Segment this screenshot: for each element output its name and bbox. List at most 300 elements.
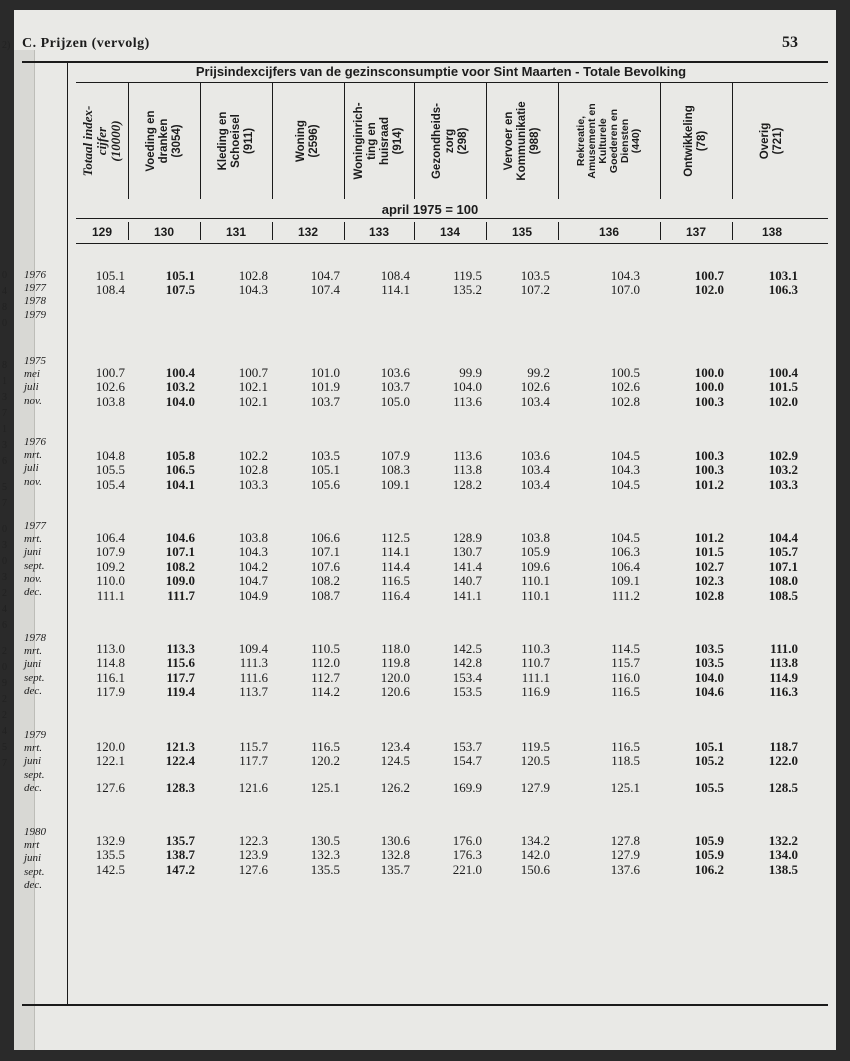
margin-fragment: 6 — [2, 620, 7, 631]
margin-fragment: 2 — [2, 588, 7, 599]
table-cell: 114.2 — [311, 684, 340, 700]
table-cell: 130.6 — [380, 833, 410, 848]
table-cell: 102.3 — [694, 573, 724, 589]
table-cell: 106.4 — [95, 530, 125, 545]
column-heading: Overig (721) — [759, 122, 784, 160]
table-cell: 119.8 — [381, 655, 410, 671]
margin-fragment: 5 — [2, 742, 7, 753]
table-cell: 100.3 — [694, 393, 724, 409]
row-label: nov. — [24, 475, 42, 488]
table-cell: 120.2 — [310, 753, 340, 769]
table-cell: 100.4 — [165, 365, 195, 380]
table-cell: 102.6 — [520, 379, 550, 395]
column-heading: Totaal index- cijfer (10000) — [80, 105, 123, 177]
table-cell: 122.3 — [238, 833, 268, 848]
margin-fragment: 7 — [2, 498, 7, 509]
table-cell: 104.2 — [238, 558, 268, 574]
page-number: 53 — [782, 34, 798, 51]
table-cell: 102.1 — [238, 379, 268, 395]
table-cell: 132.3 — [310, 847, 340, 863]
table-cell: 113.8 — [453, 462, 482, 478]
table-cell: 104.8 — [95, 448, 125, 463]
table-cell: 114.5 — [611, 641, 640, 656]
table-cell: 127.8 — [610, 833, 640, 848]
margin-fragment: 1 — [2, 424, 7, 435]
table-cell: 116.5 — [611, 739, 640, 754]
row-label: mei — [24, 368, 40, 381]
table-cell: 114.1 — [381, 282, 410, 298]
table-cell: 112.0 — [311, 655, 340, 671]
table-cell: 107.1 — [165, 544, 195, 560]
table-cell: 103.6 — [380, 365, 410, 380]
table-cell: 103.3 — [238, 476, 268, 492]
margin-fragment: 0 — [2, 270, 7, 281]
section-header: C. Prijzen (vervolg) — [22, 36, 150, 51]
row-label: dec. — [24, 586, 43, 598]
table-cell: 110.1 — [521, 573, 550, 589]
table-cell: 119.5 — [453, 268, 482, 283]
table-cell: 127.6 — [238, 861, 268, 877]
table-cell: 116.5 — [611, 684, 640, 700]
table-cell: 118.0 — [381, 641, 410, 656]
table-cell: 135.2 — [452, 282, 482, 298]
table-cell: 102.6 — [95, 379, 125, 395]
table-cell: 121.6 — [238, 779, 268, 795]
table-cell: 102.0 — [768, 393, 798, 409]
table-cell: 118.7 — [769, 739, 798, 754]
table-cell: 103.2 — [165, 379, 195, 395]
table-cell: 106.2 — [694, 861, 724, 877]
base-rule — [76, 218, 828, 219]
table-cell: 100.3 — [694, 462, 724, 478]
table-cell: 153.7 — [452, 739, 482, 754]
table-cell: 120.0 — [380, 669, 410, 685]
table-cell: 104.3 — [610, 462, 640, 478]
table-cell: 125.1 — [310, 779, 340, 795]
table-cell: 134.2 — [520, 833, 550, 848]
table-cell: 102.1 — [238, 393, 268, 409]
table-cell: 108.2 — [165, 558, 195, 574]
row-label: juni — [24, 755, 42, 768]
table-cell: 107.0 — [610, 282, 640, 298]
table-cell: 116.5 — [311, 739, 340, 754]
table-cell: 104.4 — [768, 530, 798, 545]
table-cell: 103.4 — [520, 462, 550, 478]
row-label: sept. — [24, 768, 45, 781]
row-label: 1980 — [24, 826, 46, 838]
table-cell: 105.4 — [95, 476, 125, 492]
table-cell: 106.5 — [165, 462, 195, 478]
table-cell: 154.7 — [452, 753, 482, 769]
table-cell: 104.1 — [165, 476, 195, 492]
table-cell: 111.7 — [167, 587, 195, 603]
row-label: juni — [24, 546, 42, 559]
table-cell: 130.7 — [452, 544, 482, 560]
table-cell: 110.0 — [96, 573, 125, 589]
margin-fragment: 4 — [2, 726, 7, 737]
table-cell: 138.7 — [165, 847, 195, 863]
table-cell: 105.6 — [310, 476, 340, 492]
table-cell: 114.9 — [769, 669, 798, 685]
margin-fragment: 2 — [2, 646, 7, 657]
row-label: 1976 — [24, 269, 46, 281]
table-cell: 107.9 — [95, 544, 125, 560]
table-cell: 103.5 — [694, 641, 724, 656]
table-cell: 108.2 — [310, 573, 340, 589]
column-number: 133 — [368, 225, 390, 239]
table-cell: 107.1 — [768, 558, 798, 574]
table-cell: 122.4 — [165, 753, 195, 769]
table-cell: 109.0 — [165, 573, 195, 589]
table-cell: 103.6 — [520, 448, 550, 463]
table-cell: 109.1 — [380, 476, 410, 492]
table-cell: 115.6 — [166, 655, 195, 671]
table-cell: 110.1 — [521, 587, 550, 603]
row-label: 1977 — [24, 520, 46, 532]
table-cell: 104.3 — [238, 282, 268, 298]
table-cell: 116.3 — [769, 684, 798, 700]
row-label: mrt. — [24, 449, 43, 462]
column-number: 137 — [685, 225, 707, 239]
margin-fragment: 3 — [2, 572, 7, 583]
table-cell: 105.9 — [520, 544, 550, 560]
table-cell: 142.5 — [452, 641, 482, 656]
table-cell: 103.8 — [520, 530, 550, 545]
row-label: dec. — [24, 684, 43, 697]
table-cell: 138.5 — [768, 861, 798, 877]
table-cell: 102.6 — [610, 379, 640, 395]
table-cell: 110.3 — [521, 641, 550, 656]
table-cell: 109.4 — [238, 641, 268, 656]
margin-fragment: 3 — [2, 440, 7, 451]
table-cell: 105.1 — [165, 268, 195, 283]
margin-fragment: 6 — [2, 456, 7, 467]
margin-fragment: 4 — [2, 604, 7, 615]
table-cell: 147.2 — [165, 861, 195, 877]
table-cell: 106.4 — [610, 558, 640, 574]
row-label: mrt. — [24, 533, 43, 546]
margin-fragment: 3 — [2, 540, 7, 551]
table-cell: 127.9 — [610, 847, 640, 863]
table-cell: 123.9 — [238, 847, 268, 863]
table-cell: 103.3 — [768, 476, 798, 492]
table-cell: 104.9 — [238, 587, 268, 603]
table-cell: 107.9 — [380, 448, 410, 463]
table-cell: 107.4 — [310, 282, 340, 298]
table-cell: 105.1 — [95, 268, 125, 283]
table-cell: 105.9 — [694, 847, 724, 863]
margin-fragment: 1 — [2, 376, 7, 387]
table-cell: 113.6 — [453, 393, 482, 409]
table-cell: 108.0 — [768, 573, 798, 589]
table-cell: 100.0 — [694, 365, 724, 380]
column-number: 138 — [761, 225, 783, 239]
table-title: Prijsindexcijfers van de gezinsconsumptie voor Sint Maarten - Totale Bevolking — [195, 64, 687, 79]
table-cell: 106.3 — [768, 282, 798, 298]
table-cell: 105.0 — [380, 393, 410, 409]
column-number: 132 — [297, 225, 319, 239]
table-cell: 114.4 — [381, 558, 410, 574]
table-cell: 113.0 — [96, 641, 125, 656]
table-cell: 103.4 — [520, 393, 550, 409]
column-divider — [558, 83, 559, 199]
table-cell: 107.2 — [520, 282, 550, 298]
table-cell: 114.8 — [96, 655, 125, 671]
table-cell: 126.2 — [380, 779, 410, 795]
table-cell: 105.9 — [694, 833, 724, 848]
table-cell: 221.0 — [452, 861, 482, 877]
table-cell: 130.5 — [310, 833, 340, 848]
margin-fragment: 7 — [2, 408, 7, 419]
row-label: 1979 — [24, 729, 46, 741]
table-cell: 153.5 — [452, 684, 482, 700]
table-cell: 113.6 — [453, 448, 482, 463]
row-label: mrt. — [24, 742, 43, 755]
table-cell: 120.6 — [380, 684, 410, 700]
row-label: nov. — [24, 394, 42, 407]
table-cell: 101.2 — [694, 476, 724, 492]
table-cell: 132.8 — [380, 847, 410, 863]
margin-fragment: 5 — [2, 482, 7, 493]
bottom-rule — [22, 1004, 828, 1006]
table-cell: 104.5 — [610, 530, 640, 545]
table-cell: 117.9 — [96, 684, 125, 700]
margin-fragment: 0 — [2, 524, 7, 535]
table-cell: 102.8 — [610, 393, 640, 409]
table-cell: 122.0 — [768, 753, 798, 769]
table-cell: 119.4 — [166, 684, 195, 700]
table-cell: 124.5 — [380, 753, 410, 769]
table-cell: 99.2 — [527, 365, 550, 380]
table-cell: 132.2 — [768, 833, 798, 848]
table-cell: 101.0 — [310, 365, 340, 380]
table-cell: 128.2 — [452, 476, 482, 492]
margin-fragment: 9 — [2, 678, 7, 689]
table-cell: 108.4 — [380, 268, 410, 283]
table-cell: 104.7 — [310, 268, 340, 283]
table-cell: 103.5 — [694, 655, 724, 671]
table-cell: 118.5 — [611, 753, 640, 769]
table-cell: 104.6 — [165, 530, 195, 545]
table-cell: 150.6 — [520, 861, 550, 877]
table-cell: 115.7 — [611, 655, 640, 671]
table-cell: 103.8 — [95, 393, 125, 409]
table-cell: 142.5 — [95, 861, 125, 877]
table-cell: 142.8 — [452, 655, 482, 671]
table-cell: 105.5 — [95, 462, 125, 478]
table-cell: 108.5 — [768, 587, 798, 603]
table-cell: 112.7 — [311, 669, 340, 685]
table-cell: 113.7 — [239, 684, 268, 700]
table-cell: 127.9 — [520, 779, 550, 795]
column-heading: Woning (2596) — [295, 120, 320, 162]
table-cell: 105.7 — [768, 544, 798, 560]
table-cell: 104.5 — [610, 448, 640, 463]
table-cell: 100.7 — [694, 268, 724, 283]
table-cell: 105.2 — [694, 753, 724, 769]
column-divider — [732, 83, 733, 199]
table-cell: 101.5 — [694, 544, 724, 560]
table-cell: 100.5 — [610, 365, 640, 380]
table-cell: 125.1 — [610, 779, 640, 795]
row-label: 1979 — [24, 308, 46, 321]
row-label: juli — [24, 381, 39, 394]
table-cell: 101.9 — [310, 379, 340, 395]
row-label: 1977 — [24, 282, 46, 295]
margin-fragment: 2) — [2, 40, 11, 51]
table-cell: 103.5 — [520, 268, 550, 283]
column-number: 129 — [91, 225, 113, 239]
table-cell: 104.0 — [694, 669, 724, 685]
table-cell: 140.7 — [452, 573, 482, 589]
table-cell: 135.5 — [310, 861, 340, 877]
table-cell: 100.3 — [694, 448, 724, 463]
row-label: 1978 — [24, 295, 46, 308]
row-label: juni — [24, 852, 42, 865]
header-bottom-rule — [76, 243, 828, 244]
column-heading: Vervoer en Kommunikatie (988) — [502, 101, 541, 181]
row-label: sept. — [24, 559, 45, 572]
column-number: 131 — [225, 225, 247, 239]
table-cell: 117.7 — [239, 753, 268, 769]
table-cell: 104.7 — [238, 573, 268, 589]
table-cell: 120.5 — [520, 753, 550, 769]
table-cell: 134.0 — [768, 847, 798, 863]
table-cell: 108.4 — [95, 282, 125, 298]
table-cell: 107.1 — [310, 544, 340, 560]
column-heading: Rekreatie, Amusement en Kulturele Goederen en Diensten (440) — [575, 103, 642, 179]
table-cell: 108.7 — [310, 587, 340, 603]
table-cell: 111.1 — [96, 587, 125, 603]
table-cell: 105.8 — [165, 448, 195, 463]
row-label: dec. — [24, 781, 43, 794]
margin-fragment: 7 — [2, 758, 7, 769]
table-cell: 135.5 — [95, 847, 125, 863]
table-cell: 111.2 — [611, 587, 640, 603]
table-cell: 128.5 — [768, 779, 798, 795]
row-label: juni — [24, 658, 42, 671]
table-cell: 117.7 — [166, 669, 195, 685]
table-cell: 153.4 — [452, 669, 482, 685]
table-cell: 119.5 — [521, 739, 550, 754]
table-cell: 101.2 — [694, 530, 724, 545]
table-cell: 104.3 — [238, 544, 268, 560]
margin-fragment: 0 — [2, 662, 7, 673]
table-cell: 109.1 — [610, 573, 640, 589]
table-cell: 135.7 — [380, 861, 410, 877]
table-cell: 112.5 — [381, 530, 410, 545]
table-cell: 102.8 — [694, 587, 724, 603]
table-cell: 103.5 — [310, 448, 340, 463]
column-heading: Voeding en dranken (3054) — [144, 110, 183, 172]
table-cell: 99.9 — [459, 365, 482, 380]
table-cell: 120.0 — [95, 739, 125, 754]
margin-fragment: 2 — [2, 694, 7, 705]
table-cell: 106.3 — [610, 544, 640, 560]
table-cell: 105.1 — [310, 462, 340, 478]
table-cell: 104.5 — [610, 476, 640, 492]
row-label: dec. — [24, 878, 43, 891]
table-cell: 104.3 — [610, 268, 640, 283]
row-label: sept. — [24, 671, 45, 684]
table-cell: 115.7 — [239, 739, 268, 754]
table-cell: 104.6 — [694, 684, 724, 700]
table-cell: 105.1 — [694, 739, 724, 754]
table-cell: 100.4 — [768, 365, 798, 380]
column-heading: Kleding en Schoeisel (911) — [216, 111, 255, 171]
table-cell: 100.7 — [95, 365, 125, 380]
margin-fragment: 2 — [2, 710, 7, 721]
row-label: mrt — [24, 839, 40, 852]
table-cell: 142.0 — [520, 847, 550, 863]
table-cell: 102.8 — [238, 462, 268, 478]
table-cell: 102.9 — [768, 448, 798, 463]
table-cell: 116.1 — [96, 669, 125, 685]
column-number: 135 — [511, 225, 533, 239]
table-cell: 128.9 — [452, 530, 482, 545]
column-number: 136 — [598, 225, 620, 239]
table-cell: 111.3 — [239, 655, 268, 671]
column-heading: Gezondheids- zorg (298) — [430, 102, 469, 180]
table-cell: 107.5 — [165, 282, 195, 298]
table-cell: 101.5 — [768, 379, 798, 395]
table-cell: 111.1 — [521, 669, 550, 685]
table-cell: 176.0 — [452, 833, 482, 848]
table-cell: 141.4 — [452, 558, 482, 574]
table-cell: 104.0 — [452, 379, 482, 395]
margin-fragment: 0 — [2, 318, 7, 329]
column-number: 130 — [153, 225, 175, 239]
table-cell: 108.3 — [380, 462, 410, 478]
column-heading: Woninginrich- ting en huisraad (914) — [353, 102, 404, 180]
table-cell: 103.7 — [380, 379, 410, 395]
row-label: 1976 — [24, 436, 46, 448]
table-cell: 100.7 — [238, 365, 268, 380]
margin-fragment: 0 — [2, 556, 7, 567]
table-cell: 102.0 — [694, 282, 724, 298]
column-number: 134 — [439, 225, 461, 239]
table-cell: 111.6 — [239, 669, 268, 685]
row-label: mrt. — [24, 645, 43, 658]
table-cell: 100.0 — [694, 379, 724, 395]
table-cell: 135.7 — [165, 833, 195, 848]
table-cell: 116.5 — [381, 573, 410, 589]
table-cell: 102.8 — [238, 268, 268, 283]
table-cell: 121.3 — [165, 739, 195, 754]
table-cell: 110.5 — [311, 641, 340, 656]
table-cell: 111.0 — [770, 641, 798, 656]
table-cell: 107.6 — [310, 558, 340, 574]
table-cell: 169.9 — [452, 779, 482, 795]
margin-fragment: 4 — [2, 286, 7, 297]
table-cell: 103.1 — [768, 268, 798, 283]
table-cell: 103.4 — [520, 476, 550, 492]
row-label: 1978 — [24, 632, 46, 644]
margin-fragment: 8 — [2, 360, 7, 371]
table-cell: 103.2 — [768, 462, 798, 478]
table-cell: 102.7 — [694, 558, 724, 574]
table-cell: 132.9 — [95, 833, 125, 848]
margin-fragment: 3 — [2, 392, 7, 403]
table-cell: 106.6 — [310, 530, 340, 545]
table-cell: 109.2 — [95, 558, 125, 574]
table-cell: 128.3 — [165, 779, 195, 795]
table-cell: 113.3 — [166, 641, 195, 656]
table-cell: 105.5 — [694, 779, 724, 795]
base-period-label: april 1975 = 100 — [381, 202, 479, 217]
table-cell: 116.0 — [611, 669, 640, 685]
column-heading: Ontwikkeling (78) — [683, 105, 708, 177]
